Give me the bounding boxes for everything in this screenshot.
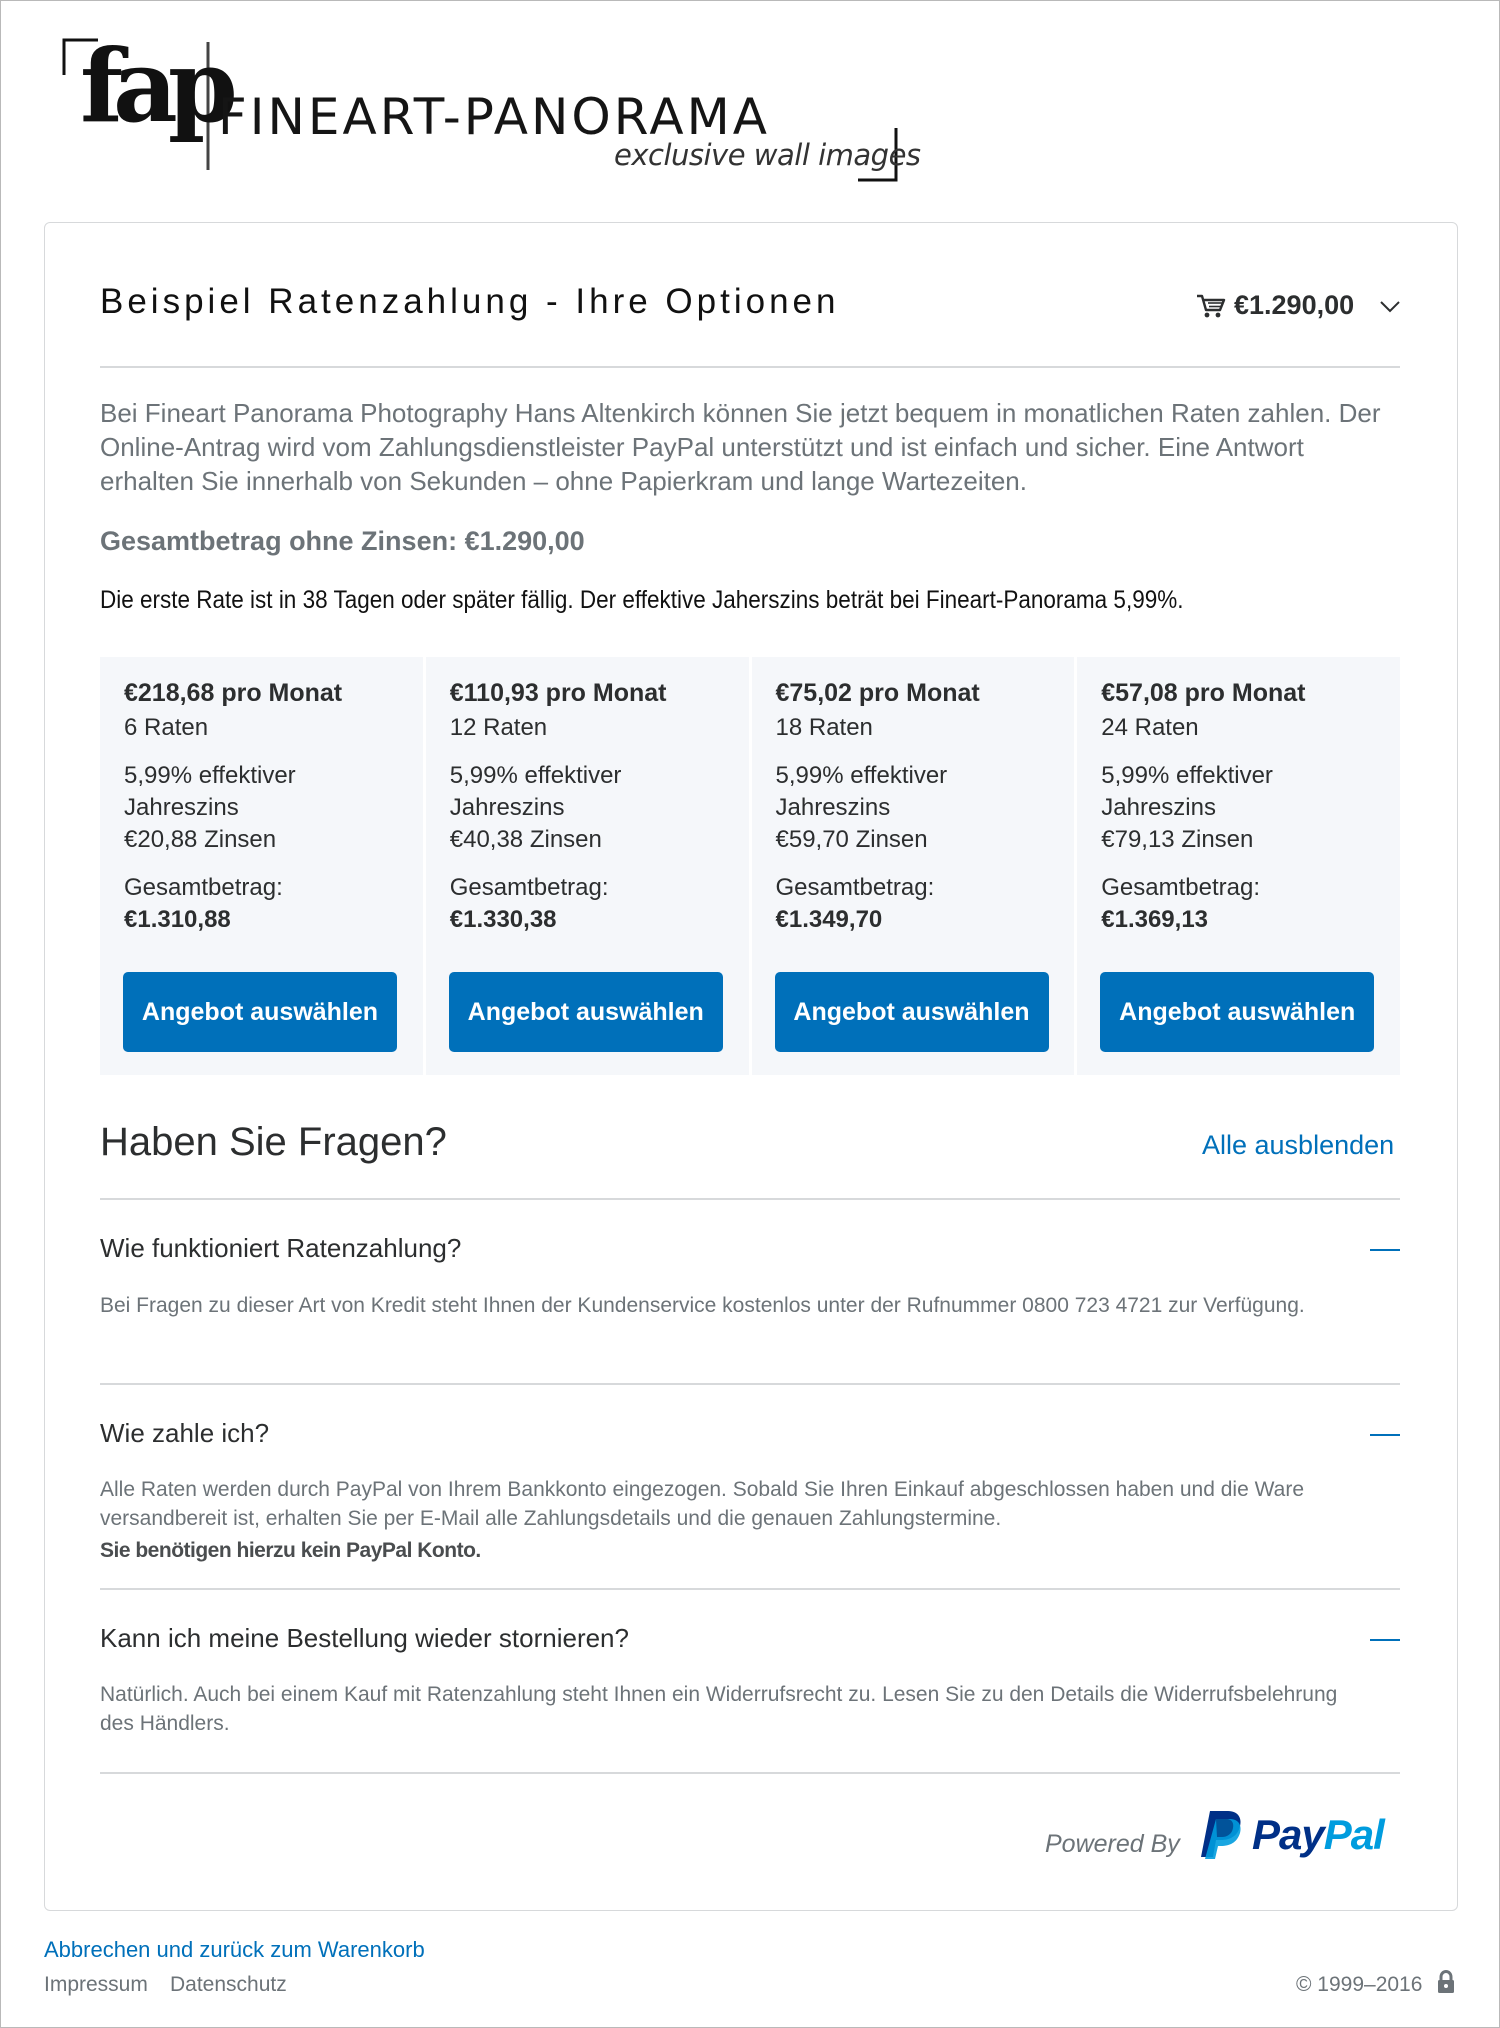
page-title: Beispiel Ratenzahlung - Ihre Optionen [100,282,840,321]
impressum-link[interactable]: Impressum [44,1973,148,1996]
offer-interest: €59,70 Zinsen [775,826,928,853]
offer-monthly-amount: €110,93 pro Monat [449,679,667,707]
offer-12-months [426,657,749,1075]
cancel-back-to-cart-link[interactable]: Abbrechen und zurück zum Warenkorb [44,1937,425,1962]
collapse-icon[interactable] [1370,1639,1400,1641]
faq-question-how-pay[interactable]: Wie zahle ich? [100,1418,270,1448]
offer-interest: €79,13 Zinsen [1101,826,1254,853]
offer-total-value: €1.310,88 [124,906,231,933]
offer-monthly-amount: €75,02 pro Monat [775,679,980,707]
divider [100,1588,1400,1590]
paypal-word-pal: Pal [1323,1811,1384,1858]
offer-total-label: Gesamtbetrag: [449,874,609,901]
intro-text: Bei Fineart Panorama Photography Hans Altenkirch können Sie jetzt bequem in monatlichen Raten zahlen. Der Online-Antrag wird vom Zahlungsdienstleister PayPal unterstützt und ist einfach und sicher. Eine Antwort erhalten Sie innerhalb von Sekunden – ohne Papierkram und lange Wartezeiten. [100,398,1381,496]
cart-total: €1.290,00 [1234,290,1355,320]
faq-question-cancel-order[interactable]: Kann ich meine Bestellung wieder stornieren? [100,1623,629,1653]
powered-by-label: Powered By [1045,1830,1180,1858]
lock-icon [1436,1970,1456,1994]
offer-total-value: €1.349,70 [775,906,883,933]
offer-installment-count: 12 Raten [449,714,548,741]
select-offer-button[interactable]: Angebot auswählen [123,972,397,1052]
offer-monthly-amount: €218,68 pro Monat [124,679,343,707]
offer-monthly-amount: €57,08 pro Monat [1101,679,1306,707]
copyright: © 1999–2016 [1296,1973,1423,1996]
brand-logo [58,27,938,190]
offer-rate [450,760,725,856]
offer-rate-line2: Jahreszins [124,794,239,821]
select-offer-button[interactable]: Angebot auswählen [775,972,1049,1052]
select-offer-button[interactable]: Angebot auswählen [1100,972,1374,1052]
collapse-icon[interactable] [1370,1249,1400,1251]
chevron-down-icon[interactable] [1378,294,1402,318]
select-offer-button[interactable]: Angebot auswählen [449,972,723,1052]
divider [100,1383,1400,1385]
offer-6-months [100,657,423,1075]
offer-24-months [1077,657,1400,1075]
offer-rate-line2: Jahreszins [1101,794,1216,821]
offer-installment-count: 24 Raten [1101,714,1199,741]
offer-total-value: €1.330,38 [449,906,557,933]
privacy-link[interactable]: Datenschutz [170,1973,287,1996]
collapse-icon[interactable] [1370,1434,1400,1436]
paypal-wordmark [1252,1811,1384,1859]
offer-rate [1101,760,1376,856]
faq-answer: Bei Fragen zu dieser Art von Kredit steht Ihnen der Kundenservice kostenlos unter der Rufnummer 0800 723 4721 zur Verfügung. [100,1294,1305,1317]
offer-rate-line2: Jahreszins [775,794,891,821]
paypal-word-pay: Pay [1252,1811,1324,1858]
offer-rate-line1: 5,99% effektiver [1101,762,1273,789]
logo-name: FINEART-PANORAMA [218,88,770,146]
offer-rate [124,760,399,856]
paypal-logo-icon [1196,1809,1244,1861]
faq-note: Sie benötigen hierzu kein PayPal Konto. [100,1539,481,1562]
divider [100,366,1400,368]
faq-title: Haben Sie Fragen? [100,1120,447,1164]
offer-rate-line1: 5,99% effektiver [775,762,948,789]
offer-rate-line2: Jahreszins [449,794,565,821]
total-without-interest: Gesamtbetrag ohne Zinsen: €1.290,00 [100,526,585,556]
first-rate-note: Die erste Rate ist in 38 Tagen oder später fällig. Der effektive Jaherszins beträt bei Fineart-Panorama 5,99%. [100,586,1184,614]
offer-18-months [752,657,1075,1075]
faq-question-how-installment[interactable]: Wie funktioniert Ratenzahlung? [100,1233,462,1263]
offer-total-label: Gesamtbetrag: [124,874,283,901]
faq-answer: Alle Raten werden durch PayPal von Ihrem Bankkonto eingezogen. Sobald Sie Ihren Einkauf abgeschlossen haben und die Ware versandbereit ist, erhalten Sie per E-Mail alle Zahlungsdetails und die genauen Zahlungstermine. [100,1478,1304,1530]
offer-total-label: Gesamtbetrag: [775,874,935,901]
offer-interest: €40,38 Zinsen [449,826,602,853]
offer-total-value: €1.369,13 [1101,906,1209,933]
offer-installment-count: 6 Raten [124,714,209,741]
cart-summary[interactable] [1196,290,1402,321]
offer-list [100,657,1400,1075]
hide-all-link[interactable]: Alle ausblenden [1202,1130,1395,1160]
offer-installment-count: 18 Raten [775,714,873,741]
offer-total-label: Gesamtbetrag: [1101,874,1260,901]
divider [100,1198,1400,1200]
faq-answer: Natürlich. Auch bei einem Kauf mit Ratenzahlung steht Ihnen ein Widerrufsrecht zu. Lesen Sie zu den Details die Widerrufsbelehrung des Händlers. [100,1683,1338,1735]
offer-rate [776,760,1051,856]
offer-interest: €20,88 Zinsen [124,826,277,853]
divider [100,1772,1400,1774]
logo-tagline: exclusive wall images [614,138,921,172]
offer-rate-line1: 5,99% effektiver [124,762,296,789]
cart-icon [1196,293,1226,319]
logo-initials: fap [80,27,228,145]
offer-rate-line1: 5,99% effektiver [449,762,622,789]
